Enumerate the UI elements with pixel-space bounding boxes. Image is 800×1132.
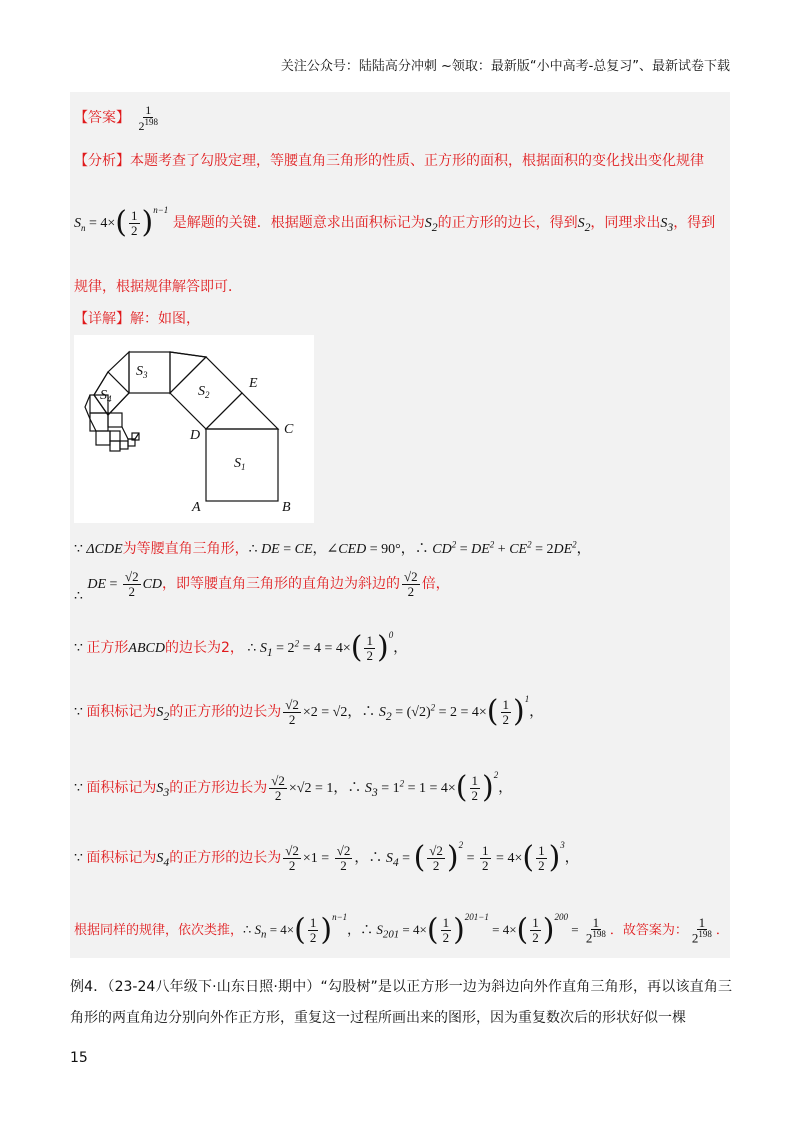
pythagoras-tree-figure xyxy=(74,335,314,523)
step-5: ∵ 面积标记为$S_3$的正方形边长为 $\frac{√2}{2}$ ×√2 = 1，∴ $S_3 = 1^2 = 1 = 4\times$( $\frac{1}{2}$ )$^2$， xyxy=(74,770,513,805)
step-7: 根据同样的规律，依次类推，∴ $S_n = 4\times$( $\frac{1}{2}$ )$^{n-1}$，∴ $S_{201} = 4\times$( $\frac{1}{2}$ )$^{201-1}$ = 4×( $\frac{1}{2}$ )$^{200}$ = $\frac{1}{2^{198}}$ ．故答案为： $\frac{1}{2^{198}}$ ． xyxy=(74,912,729,948)
label-a: A xyxy=(192,500,201,515)
label-s2: $S_2$ xyxy=(198,384,210,400)
step7-text-c: ． xyxy=(715,923,729,938)
step2-text-b: 倍， xyxy=(421,576,450,593)
step1-text: 为等腰直角三角形， xyxy=(122,541,249,557)
detail-label: 【详解】 xyxy=(74,311,130,327)
answer-line xyxy=(74,104,162,132)
step3-text-a: 正方形 xyxy=(86,640,129,656)
page-number: 15 xyxy=(70,1050,88,1066)
analysis-line2-b: 的正方形的边长，得到 xyxy=(437,215,578,231)
analysis-line-2: $S_n = 4\times$( $\frac{1}{2}$ )$^{n-1}$ 是解题的关键．根据题意求出面积标记为$S_2$的正方形的边长，得到$S_2$，同理求出$S_3$，得到 xyxy=(74,205,716,240)
answer-fraction xyxy=(136,104,160,132)
answer-label: 【答案】 xyxy=(74,110,130,127)
step-4: ∵ 面积标记为$S_2$的正方形的边长为 $\frac{√2}{2}$ ×2 = √2，∴ $S_2 = (√2)^2 = 2 = 4\times$( $\frac{1}{2}$ )$^1$， xyxy=(74,694,544,729)
label-s1: $S_1$ xyxy=(234,456,246,472)
step5-text-a: 面积标记为 xyxy=(86,780,157,796)
label-s3: $S_3$ xyxy=(136,364,148,380)
triangle-cde xyxy=(206,393,278,429)
analysis-line2-a: 是解题的关键．根据题意求出面积标记为 xyxy=(172,215,425,231)
pythagoras-tree-svg xyxy=(74,335,314,523)
page-header: 关注公众号：陆陆高分冲刺 ~领取：最新版“小中高考-总复习”、最新试卷下载 xyxy=(280,59,730,74)
step5-text-b: 的正方形边长为 xyxy=(169,780,268,796)
step-2: ∴ DE = $\frac{√2}{2}$ CD，即等腰直角三角形的直角边为斜边的 $\frac{√2}{2}$ 倍， xyxy=(74,569,450,605)
analysis-text: 本题考查了勾股定理，等腰直角三角形的性质、正方形的面积，根据面积的变化找出变化规律 xyxy=(130,153,704,169)
analysis-line-1 xyxy=(74,150,704,170)
example-4-paragraph: 例4．（23-24八年级下·山东日照·期中）“勾股树”是以正方形一边为斜边向外作直角三角形，再以该直角三角形的两直角边分别向外作正方形，重复这一过程所画出来的图形，因为重复数次后的形状好似一棵 xyxy=(70,979,732,1026)
step6-text-a: 面积标记为 xyxy=(86,850,157,866)
analysis-label: 【分析】 xyxy=(74,153,130,169)
step3-text-b: 的边长为2， xyxy=(164,640,244,656)
analysis-line-3: 规律，根据规律解答即可． xyxy=(74,279,242,295)
step-3: ∵ 正方形ABCD的边长为2， ∴ $S_1 = 2^2 = 4 = 4\times$( $\frac{1}{2}$ )$^0$， xyxy=(74,630,408,665)
label-d: D xyxy=(190,428,201,443)
step7-text-b: ．故答案为： xyxy=(609,923,688,938)
detail-line xyxy=(74,308,200,328)
step7-text-a: 根据同样的规律，依次类推， xyxy=(74,923,244,938)
label-e: E xyxy=(249,376,258,391)
step4-text-b: 的正方形的边长为 xyxy=(169,704,282,720)
step4-text-a: 面积标记为 xyxy=(86,704,157,720)
answer-numerator: 1 xyxy=(145,103,152,117)
step2-text-a: ，即等腰直角三角形的直角边为斜边的 xyxy=(162,576,401,593)
answer-den-base: 2 xyxy=(138,118,145,133)
label-b: B xyxy=(282,500,291,515)
step-6: ∵ 面积标记为$S_4$的正方形的边长为 $\frac{√2}{2}$ ×1 = $\frac{√2}{2}$ ，∴ $S_4$ = ( $\frac{√2}{2}$ )$^2$ = $\frac{1}{2}$ = 4×( $\frac{1}{2}$ )$^3$， xyxy=(74,840,579,875)
answer-den-exp: 198 xyxy=(144,116,158,127)
label-s4: $S_4$ xyxy=(100,388,112,404)
label-c: C xyxy=(284,422,294,437)
step6-text-b: 的正方形的边长为 xyxy=(169,850,282,866)
analysis-line2-d: ，得到 xyxy=(673,215,716,231)
step-1: ∵ ΔCDE为等腰直角三角形，∴ DE = CE，∠CED = 90°，∴ $CD^2 = DE^2 + CE^2 = 2DE^2$， xyxy=(74,539,591,557)
analysis-line2-c: ，同理求出 xyxy=(590,215,661,231)
detail-intro: 解：如图， xyxy=(130,311,200,327)
